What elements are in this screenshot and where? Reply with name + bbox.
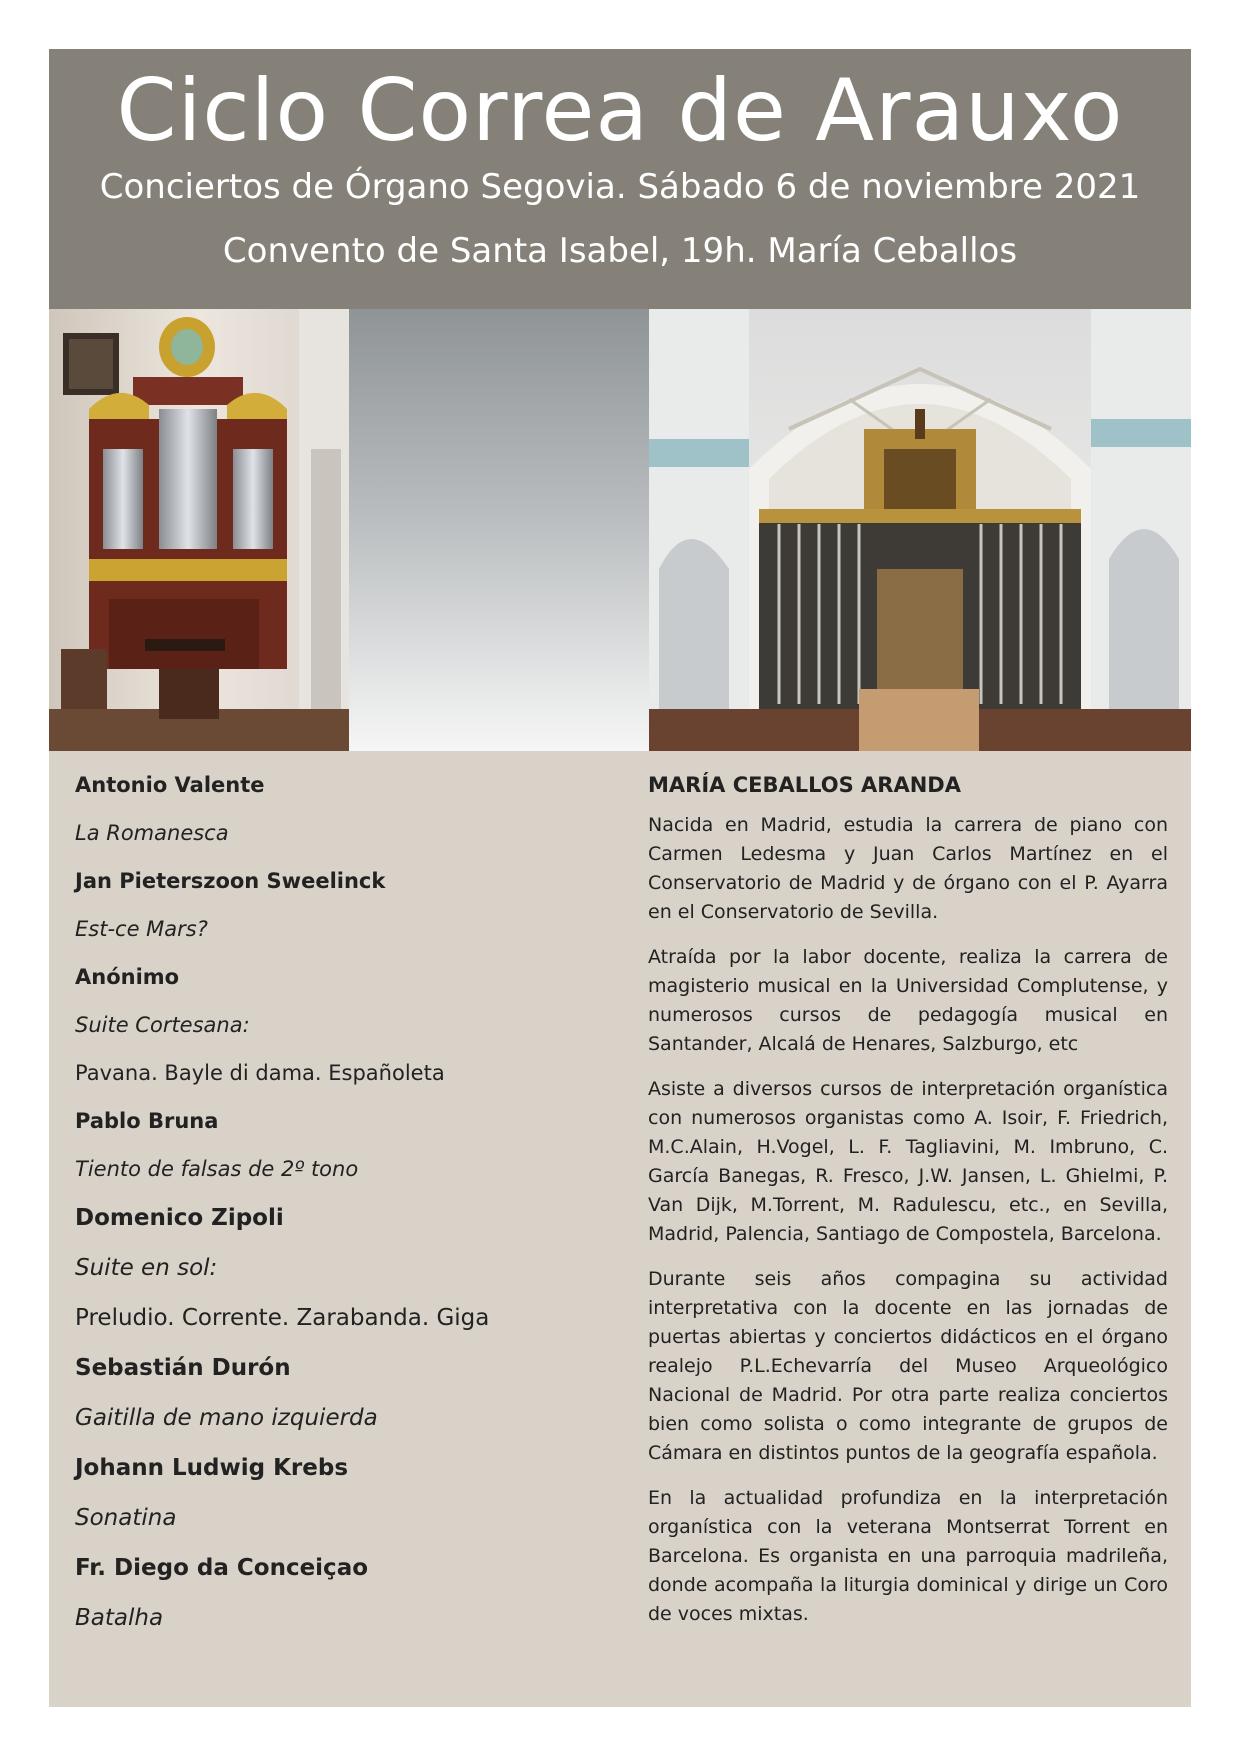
bio-paragraph: Atraída por la labor docente, realiza la carrera de magisterio musical en la Universidad Complutense, y numerosos cursos de pedagogía musical en Santander, Alcalá de Henares, Salzburgo, etc [648, 946, 1168, 1055]
program-work: Sonatina [75, 1505, 177, 1531]
content-panel [49, 751, 1191, 1707]
program-composer: Johann Ludwig Krebs [75, 1455, 349, 1481]
bio-paragraph: En la actualidad profundiza en la interpretación organística con la veterana Montserrat Torrent en Barcelona. Es organista en una parroquia madrileña, donde acompaña la liturgia dominical y dirige un Coro de voces mixtas. [648, 1487, 1168, 1625]
performer-bio [648, 761, 1168, 1645]
church-interior-photo [649, 309, 1191, 751]
program-work: Suite Cortesana: [75, 1013, 250, 1037]
program-work: Suite en sol: [75, 1255, 218, 1281]
gradient-panel [349, 309, 649, 751]
program-work: La Romanesca [75, 821, 229, 845]
program-composer: Domenico Zipoli [75, 1205, 284, 1231]
program-composer: Anónimo [75, 965, 180, 989]
poster-venue: Convento de Santa Isabel, 19h. María Ceballos [222, 231, 1018, 271]
concert-program [75, 761, 595, 1643]
program-composer: Jan Pieterszoon Sweelinck [75, 869, 386, 893]
program-work: Gaitilla de mano izquierda [75, 1405, 378, 1431]
organ-photo [49, 309, 349, 751]
bio-paragraph: Durante seis años compagina su actividad interpretativa con la docente en las jornadas de puertas abiertas y conciertos didácticos en el órgano realejo P.L.Echevarría del Museo Arqueológico Nacional de Madrid. Por otra parte realiza conciertos bien como solista o como integrante de grupos de Cámara en distintos puntos de la geografía española. [648, 1268, 1168, 1464]
poster-header [49, 49, 1191, 309]
program-work: Tiento de falsas de 2º tono [75, 1157, 359, 1181]
program-movements: Preludio. Corrente. Zarabanda. Giga [75, 1305, 490, 1331]
program-composer: Fr. Diego da Conceiçao [75, 1555, 369, 1581]
bio-title: MARÍA CEBALLOS ARANDA [648, 773, 961, 797]
concert-poster [49, 49, 1191, 1707]
photo-strip [49, 309, 1191, 751]
program-work: Est-ce Mars? [75, 917, 208, 941]
program-composer: Antonio Valente [75, 773, 265, 797]
program-composer: Sebastián Durón [75, 1355, 291, 1381]
program-composer: Pablo Bruna [75, 1109, 219, 1133]
poster-subtitle: Conciertos de Órgano Segovia. Sábado 6 de noviembre 2021 [99, 167, 1141, 207]
bio-paragraph: Nacida en Madrid, estudia la carrera de piano con Carmen Ledesma y Juan Carlos Martínez en el Conservatorio de Madrid y de órgano con el P. Ayarra en el Conservatorio de Sevilla. [648, 814, 1168, 923]
program-work: Batalha [75, 1605, 164, 1631]
poster-title: Ciclo Correa de Arauxo [116, 61, 1124, 161]
program-movements: Pavana. Bayle di dama. Españoleta [75, 1061, 445, 1085]
bio-paragraph: Asiste a diversos cursos de interpretación organística con numerosos organistas como A. Isoir, F. Friedrich, M.C.Alain, H.Vogel, L. F. Tagliavini, M. Imbruno, C. García Banegas, R. Fresco, J.W. Jansen, L. Ghielmi, P. Van Dijk, M.Torrent, M. Radulescu, etc., en Sevilla, Madrid, Palencia, Santiago de Compostela, Barcelona. [648, 1078, 1168, 1245]
